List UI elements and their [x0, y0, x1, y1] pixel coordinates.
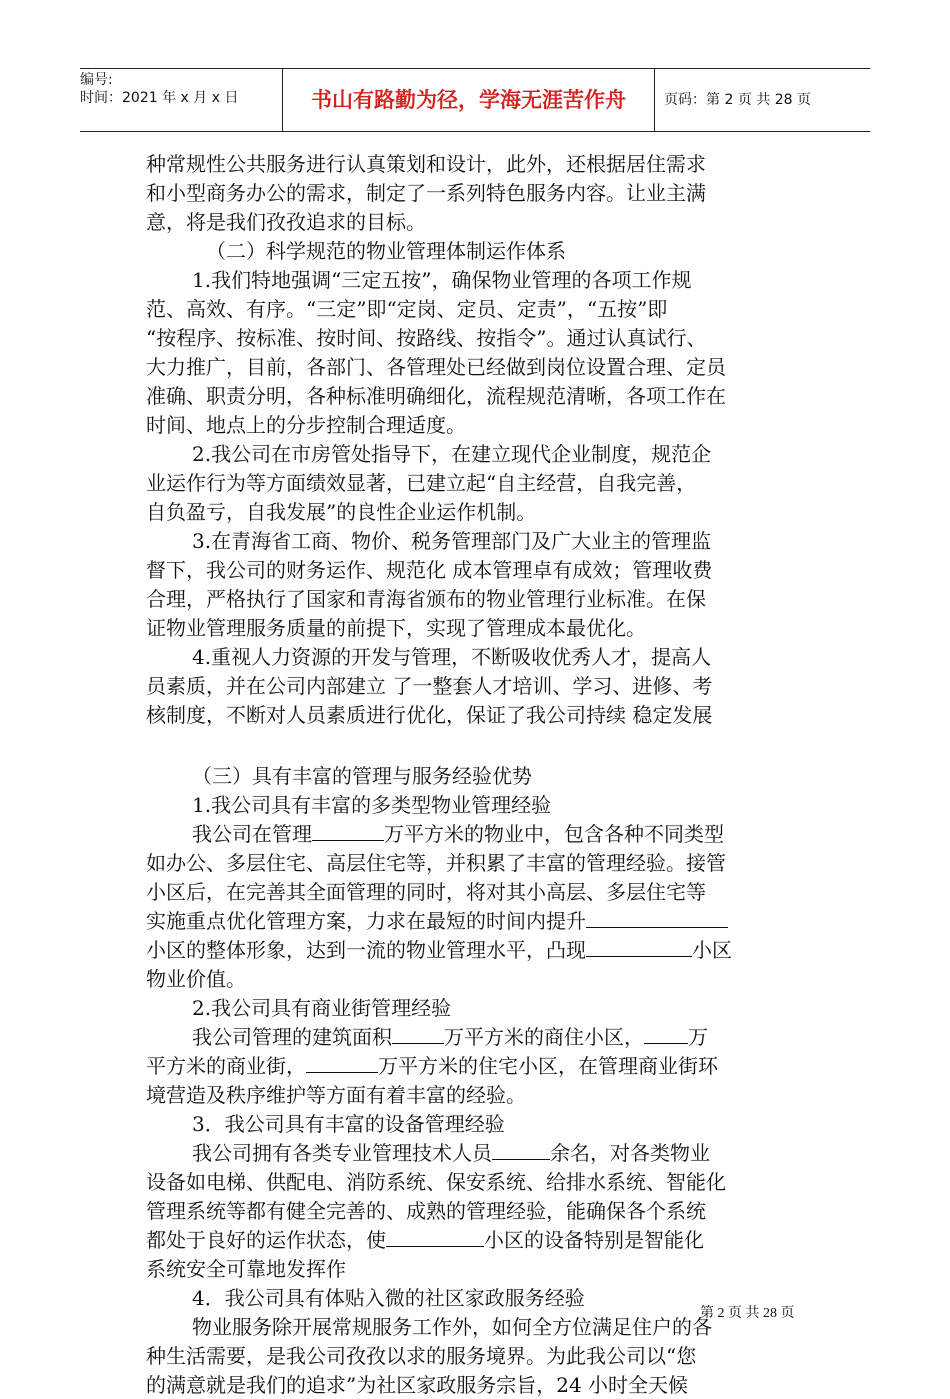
text-line [146, 1226, 704, 1254]
text-line: 合理，严格执行了国家和青海省颁布的物业管理行业标准。在保 [146, 587, 706, 611]
page-footer: 第 2 页 共 28 页 [700, 1306, 795, 1321]
text-line: 核制度，不断对人员素质进行优化，保证了我公司持续 稳定发展 [146, 703, 713, 727]
header-page-info: 页码：第 2 页 共 28 页 [664, 92, 811, 108]
text-line [192, 1023, 708, 1051]
subsection-heading: 2.我公司具有商业街管理经验 [192, 996, 452, 1020]
text-line [146, 936, 732, 964]
text-fragment: 小区的整体形象，达到一流的物业管理水平，凸现 [146, 938, 586, 962]
text-line: 如办公、多层住宅、高层住宅等，并积累了丰富的管理经验。接管 [146, 851, 726, 875]
text-fragment: 小区 [692, 938, 732, 962]
text-line [146, 907, 728, 935]
text-line: 4.重视人力资源的开发与管理，不断吸收优秀人才，提高人 [192, 645, 712, 669]
text-line: 1.我们特地强调“三定五按”，确保物业管理的各项工作规 [192, 268, 692, 292]
fill-blank [386, 1228, 484, 1247]
text-fragment: 万平方米的物业中，包含各种不同类型 [384, 822, 724, 846]
text-line: 大力推广，目前，各部门、各管理处已经做到岗位设置合理、定员 [146, 355, 726, 379]
text-fragment: 平方米的商业街， [146, 1054, 306, 1078]
text-fragment: 我公司在管理 [192, 822, 312, 846]
fill-blank [312, 822, 384, 841]
text-line: 小区后，在完善其全面管理的同时，将对其小高层、多层住宅等 [146, 880, 706, 904]
text-fragment: 万 [688, 1025, 708, 1049]
text-fragment: 万平方米的住宅小区，在管理商业街环 [378, 1054, 718, 1078]
section-heading: （二）科学规范的物业管理体制运作体系 [206, 239, 566, 263]
subsection-heading: 1.我公司具有丰富的多类型物业管理经验 [192, 793, 552, 817]
text-line [192, 1139, 710, 1167]
fill-blank [586, 909, 728, 928]
text-line: 意，将是我们孜孜追求的目标。 [146, 210, 426, 234]
subsection-heading: 4．我公司具有体贴入微的社区家政服务经验 [192, 1286, 585, 1310]
fill-blank [306, 1054, 378, 1073]
text-fragment: 余名，对各类物业 [550, 1141, 710, 1165]
header-divider [654, 69, 655, 131]
text-line: 种生活需要，是我公司孜孜以求的服务境界。为此我公司以“您 [146, 1344, 697, 1368]
fill-blank [492, 1141, 550, 1160]
text-line: 3.在青海省工商、物价、税务管理部门及广大业主的管理监 [192, 529, 712, 553]
text-line: 的满意就是我们的追求”为社区家政服务宗旨，24 小时全天候 [146, 1373, 689, 1397]
text-line: 证物业管理服务质量的前提下，实现了管理成本最优化。 [146, 616, 646, 640]
fill-blank [586, 938, 692, 957]
text-line: 自负盈亏，自我发展”的良性企业运作机制。 [146, 500, 537, 524]
text-line: 督下，我公司的财务运作、规范化 成本管理卓有成效；管理收费 [146, 558, 713, 582]
text-line: 时间、地点上的分步控制合理适度。 [146, 413, 466, 437]
header-motto: 书山有路勤为径，学海无涯苦作舟 [311, 88, 626, 112]
text-fragment: 实施重点优化管理方案，力求在最短的时间内提升 [146, 909, 586, 933]
page-header [80, 68, 870, 132]
text-fragment: 都处于良好的运作状态，使 [146, 1228, 386, 1252]
text-line: 业运作行为等方面绩效显著，已建立起“自主经营，自我完善， [146, 471, 697, 495]
text-line: 物业价值。 [146, 967, 246, 991]
text-line: 范、高效、有序。“三定”即“定岗、定员、定责”，“五按”即 [146, 297, 668, 321]
text-line: 和小型商务办公的需求，制定了一系列特色服务内容。让业主满 [146, 181, 706, 205]
subsection-heading: 3．我公司具有丰富的设备管理经验 [192, 1112, 505, 1136]
text-line [146, 1052, 718, 1080]
text-fragment: 我公司拥有各类专业管理技术人员 [192, 1141, 492, 1165]
text-line: 设备如电梯、供配电、消防系统、保安系统、给排水系统、智能化 [146, 1170, 726, 1194]
text-line: 员素质，并在公司内部建立 了一整套人才培训、学习、进修、考 [146, 674, 713, 698]
text-line: “按程序、按标准、按时间、按路线、按指令”。通过认真试行、 [146, 326, 707, 350]
text-fragment: 万平方米的商住小区， [444, 1025, 644, 1049]
text-line: 系统安全可靠地发挥作 [146, 1257, 346, 1281]
text-line: 物业服务除开展常规服务工作外，如何全方位满足住户的各 [192, 1315, 712, 1339]
text-fragment: 小区的设备特别是智能化 [484, 1228, 704, 1252]
text-line [192, 820, 724, 848]
doc-code-label: 编号: [80, 72, 113, 88]
text-fragment: 我公司管理的建筑面积 [192, 1025, 392, 1049]
fill-blank [644, 1025, 688, 1044]
doc-date: 时间：2021 年 x 月 x 日 [80, 90, 239, 106]
text-line: 准确、职责分明，各种标准明确细化，流程规范清晰，各项工作在 [146, 384, 726, 408]
section-heading: （三）具有丰富的管理与服务经验优势 [192, 764, 532, 788]
text-line: 境营造及秩序维护等方面有着丰富的经验。 [146, 1083, 526, 1107]
text-line: 2.我公司在市房管处指导下，在建立现代企业制度，规范企 [192, 442, 712, 466]
header-meta [80, 69, 282, 131]
text-line: 种常规性公共服务进行认真策划和设计，此外，还根据居住需求 [146, 152, 706, 176]
text-line: 管理系统等都有健全完善的、成熟的管理经验，能确保各个系统 [146, 1199, 706, 1223]
fill-blank [392, 1025, 444, 1044]
